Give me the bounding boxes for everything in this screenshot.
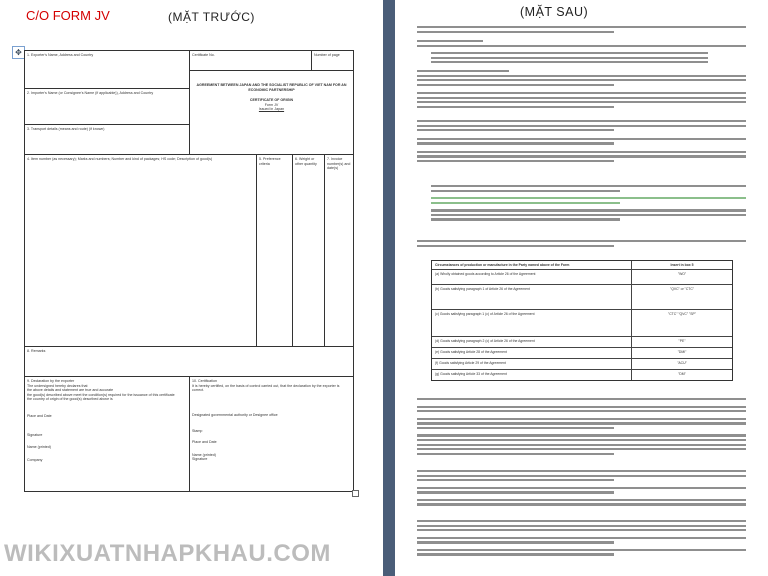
box-exporter (25, 51, 190, 89)
instructions-block-2 (417, 92, 746, 110)
declaration-signature: Signature (27, 432, 43, 437)
certification-text: It is hereby certified, on the basis of control carried out, that the declaration by the exporter is correct. (192, 383, 340, 393)
table-cell: (b) Goods satisfying paragraph 1 of Article 26 of the Agreement (432, 285, 632, 309)
box-weight-label: 6. Weight or other quantity (295, 157, 317, 166)
box-instructions-1-4 (417, 120, 746, 165)
certification-name: Name (printed) (192, 452, 216, 457)
cert-title-area (190, 71, 353, 149)
declaration-company: Company (27, 457, 43, 462)
table-row (432, 348, 732, 359)
declaration-line: the good(s) described above meet the condition(s) required for the issuance of this certificate (27, 392, 175, 397)
table-cell: (c) Goods satisfying paragraph 1 (c) of Article 26 of the Agreement (432, 310, 632, 336)
front-page (0, 0, 383, 576)
table-header (432, 261, 732, 270)
box-importer (25, 89, 190, 125)
box-transport (25, 125, 190, 155)
box-transport-label: 3. Transport details (means and route) (if known) (27, 127, 105, 131)
table-row (432, 370, 732, 380)
page-number-label: Number of page (314, 53, 340, 57)
table-cell: (d) Goods satisfying paragraph 2 (c) of Article 26 of the Agreement (432, 337, 632, 347)
declaration-line: the country of origin of the good(s) described above is (27, 397, 113, 402)
box-importer-label: 2. Importer's Name (or Consignee's Name (if applicable)), Address and Country (27, 91, 154, 95)
table-cell: "DMI" (677, 350, 687, 355)
certification-signature: Signature (192, 457, 208, 462)
preference-criteria-table (431, 260, 733, 381)
box-instructions-4-detail (431, 185, 746, 223)
certification-authority: Designated governmental authority or Designee office (192, 412, 278, 417)
box-instructions-6-8 (417, 398, 746, 457)
box-weight (293, 155, 325, 347)
box-invoice-label: 7. Invoice number(s) and date(s) (327, 157, 351, 171)
issued-in: Issued in Japan (258, 107, 285, 112)
table-cell: "DM" (678, 372, 686, 377)
box-certification (190, 377, 353, 491)
declaration-title: 9. Declaration by the exporter (27, 379, 75, 383)
declaration-name: Name (printed) (27, 445, 51, 450)
certification-place-date: Place and Date (192, 439, 217, 444)
form-label: C/O FORM JV (26, 8, 110, 23)
conditions-list (431, 52, 708, 66)
table-row (432, 337, 732, 348)
box-invoice (325, 155, 353, 347)
box-description (25, 155, 257, 347)
table-cell: "CTC" "QVC" "SP" (668, 312, 696, 317)
table-cell: (g) Goods satisfying Article 33 of the Agreement (432, 370, 632, 380)
table-row (432, 310, 732, 337)
box-exporter-label: 1. Exporter's Name, Address and Country (27, 53, 94, 57)
notes (417, 520, 746, 558)
watermark: WIKIXUATNHAPKHAU.COM (4, 540, 331, 567)
general-conditions (417, 40, 746, 49)
box-remarks-label: 8. Remarks (27, 349, 46, 353)
table-cell: (a) Wholly obtained goods according to Article 26 of the Agreement (432, 270, 632, 284)
front-heading: (MẶT TRƯỚC) (168, 10, 255, 24)
declaration-place-date: Place and Date (27, 413, 52, 418)
back-heading: (MẶT SAU) (520, 5, 589, 19)
table-row (432, 270, 732, 285)
table-cell: "QVC" or "CTC" (669, 287, 695, 292)
form-name: Form JV (264, 102, 279, 107)
cert-number-label: Certificate No. (192, 53, 215, 57)
table-header-cell: Circumstances of production or manufacture in the Party named above of the Form (432, 261, 632, 269)
box-instructions-9-10 (417, 470, 746, 508)
instructions-block-1 (417, 70, 746, 88)
box-preference-label: 5. Preference criteria (259, 157, 281, 166)
table-row (432, 285, 732, 310)
table-resize-handle[interactable] (352, 490, 359, 497)
box-description-label: 4. Item number (as necessary); Marks and numbers; Number and kind of packages; HS code; Description of good(s) (27, 157, 213, 161)
box-remarks (25, 347, 353, 377)
table-header-cell: Insert in box 5 (670, 263, 694, 267)
table-cell: (f) Goods satisfying Article 29 of the Agreement (432, 359, 632, 369)
certificate-form (24, 50, 354, 492)
back-page (395, 0, 768, 576)
page-number-cell (312, 51, 353, 71)
declaration-line: the above details and statement are true and accurate (27, 388, 114, 393)
box-5-intro (417, 240, 746, 249)
table-row (432, 359, 732, 370)
box-declaration (25, 377, 190, 491)
table-move-handle-icon[interactable]: ✥ (12, 46, 25, 59)
page-gap (383, 0, 395, 576)
intro-text (417, 26, 746, 35)
certification-title: 10. Certification (192, 379, 217, 383)
declaration-line: The undersigned hereby declares that (27, 383, 88, 388)
table-cell: "WO" (677, 272, 687, 277)
certification-stamp: Stamp (192, 429, 203, 434)
cert-number-cell (190, 51, 312, 71)
agreement-title: AGREEMENT BETWEEN JAPAN AND THE SOCIALIST REPUBLIC OF VIET NAM FOR AN ECONOMIC PARTNERSHIP (196, 83, 347, 92)
box-preference (257, 155, 293, 347)
table-cell: (e) Goods satisfying Article 28 of the Agreement (432, 348, 632, 358)
table-cell: "PE" (678, 339, 686, 344)
certificate-title: CERTIFICATE OF ORIGIN (249, 98, 294, 103)
table-cell: "ACU" (677, 361, 687, 366)
